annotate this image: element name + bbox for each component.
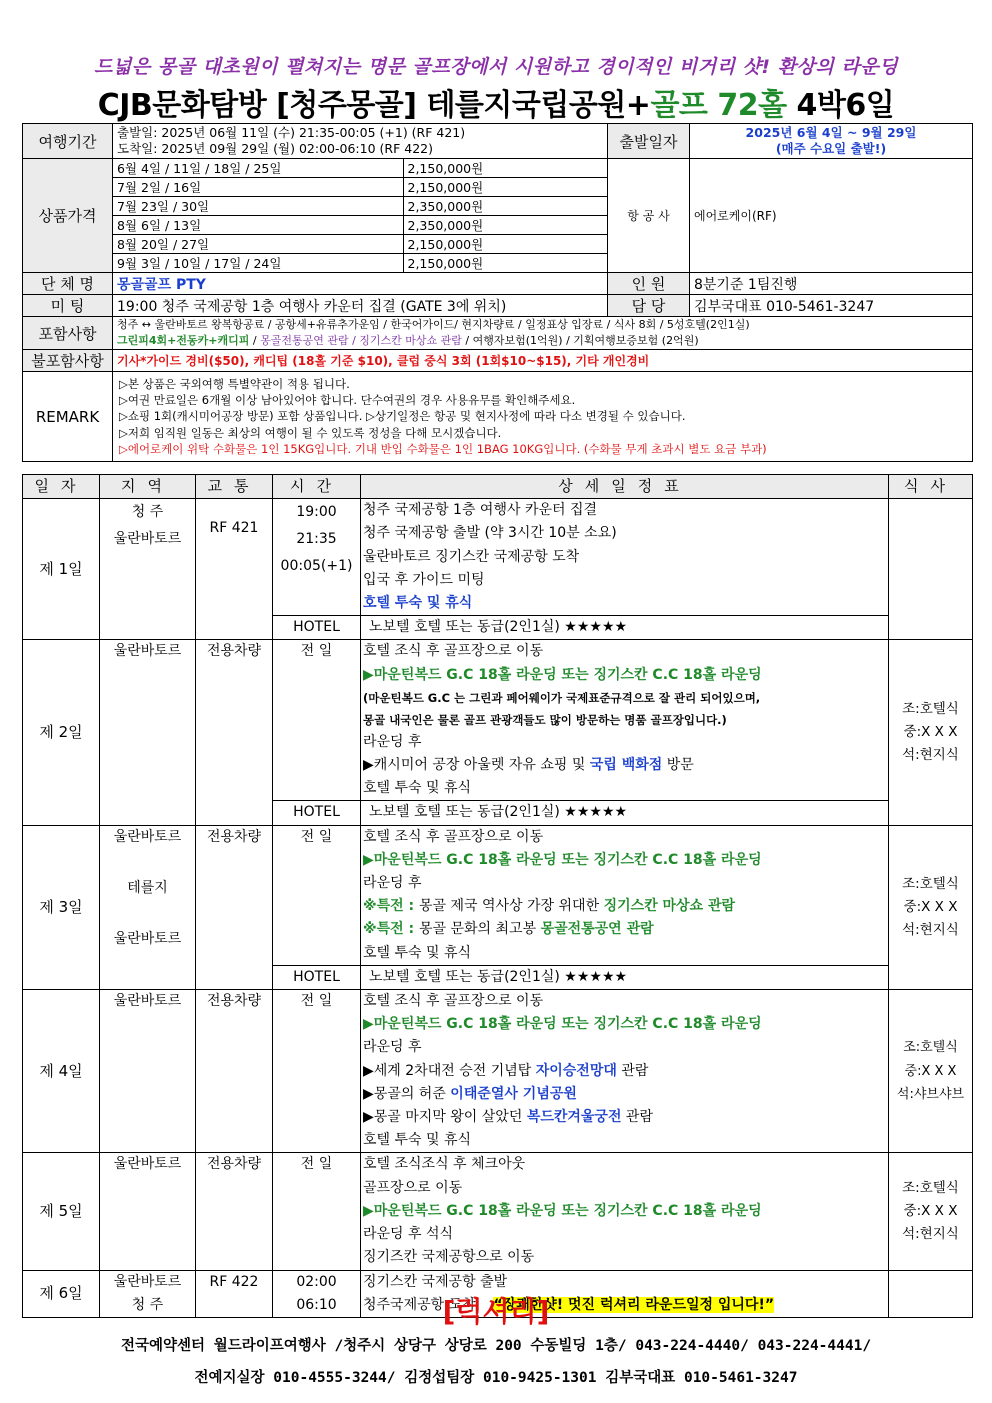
day1-meal	[889, 499, 973, 640]
price-dates: 6월 4일 / 11일 / 18일 / 25일	[113, 159, 403, 178]
incl-sep: /	[249, 334, 261, 347]
day4-detail	[361, 990, 889, 1153]
day5-label: 제 5일	[23, 1153, 100, 1270]
dep-weekday: (매주 수요일 출발!)	[775, 141, 887, 156]
period-value	[113, 124, 608, 159]
detail-line: 징기즈칸 국제공항으로 이동	[363, 1249, 535, 1266]
note-line: (마운틴복드 G.C 는 그린과 페어웨이가 국제표준규격으로 잘 관리 되어있으며,	[363, 690, 761, 705]
region: 청 주	[131, 504, 164, 521]
meeting-value: 19:00 청주 국제공항 1층 여행사 카운터 집결 (GATE 3에 위치)	[113, 295, 608, 317]
remark-value	[113, 372, 973, 462]
info-table	[22, 123, 973, 462]
day4-row	[23, 990, 973, 1153]
remark-line: ▷쇼핑 1회(캐시미어공장 방문) 포함 상품입니다. ▷상기일정은 항공 및 현지사정에 따라 다소 변경될 수 있습니다.	[119, 409, 686, 424]
title-main: CJB문화탐방 [청주몽골] 테를지국립공원+	[97, 88, 651, 123]
sight-end: 관람	[621, 1109, 653, 1126]
day5-row	[23, 1153, 973, 1270]
page-title	[0, 80, 992, 124]
time: 06:10	[296, 1296, 337, 1313]
region: 청 주	[131, 1296, 164, 1313]
golf-line: ▶마운틴복드 G.C 18홀 라운딩 또는 징기스칸 C.C 18홀 라운딩	[363, 1016, 762, 1033]
day4-region: 울란바토르	[100, 990, 196, 1153]
airline-label: 항 공 사	[608, 159, 690, 273]
day1-transport: RF 421	[196, 499, 273, 640]
region: 울란바토르	[113, 828, 182, 845]
manager-label: 담 당	[608, 295, 690, 317]
incl-shows: 몽골전통공연 관람 / 징기스칸 마상쇼 관람	[260, 334, 462, 347]
time: 02:00	[296, 1273, 337, 1290]
dep-range: 2025년 6월 4일 ~ 9월 29일	[745, 125, 917, 140]
meal-breakfast: 조:호텔식	[902, 875, 959, 892]
note-line: 몽골 내국인은 물론 골프 관광객들도 많이 방문하는 명품 골프장입니다.)	[363, 712, 727, 727]
detail-line: 호텔 조식 후 골프장으로 이동	[363, 643, 544, 660]
day3-meal	[889, 825, 973, 989]
time: 21:35	[296, 531, 337, 548]
col-meal: 식사	[889, 475, 973, 499]
region: 테를지	[127, 879, 168, 896]
day2-label: 제 2일	[23, 640, 100, 825]
hotel-label: HOTEL	[273, 801, 361, 825]
day1-time	[273, 499, 361, 616]
remark-baggage: ▷에어로케이 위탁 수화물은 1인 15KG입니다. 기내 반입 수화물은 1인 1BAG 10KG입니다. (수화물 무게 초과시 별도 요금 부과)	[119, 441, 767, 456]
hotel-label: HOTEL	[273, 616, 361, 640]
price-dates: 7월 23일 / 30일	[113, 197, 403, 216]
shop-end: 방문	[662, 757, 694, 774]
sight-highlight: 이태준열사 기념공원	[450, 1085, 577, 1102]
day5-time: 전 일	[273, 1153, 361, 1270]
special-highlight: 징기스칸 마상쇼 관람	[603, 898, 736, 915]
dep-label: 출발일자	[608, 124, 690, 159]
meal-dinner: 석:현지식	[902, 921, 959, 938]
people-value: 8분기준 1팀진행	[690, 273, 973, 295]
price-row	[113, 216, 608, 235]
day1-region	[100, 499, 196, 640]
arrival-text: 청주국제공항 도착	[363, 1296, 476, 1313]
day2-transport: 전용차량	[196, 640, 273, 825]
price-amount: 2,350,000원	[403, 197, 608, 216]
price-dates: 8월 6일 / 13일	[113, 216, 403, 235]
special-text: 몽골 문화의 최고봉	[419, 921, 541, 938]
day2-time: 전 일	[273, 640, 361, 801]
col-day: 일자	[23, 475, 100, 499]
period-label: 여행기간	[23, 124, 113, 159]
day2-meal	[889, 640, 973, 825]
remark-line: ▷저희 임직원 일동은 최상의 여행이 될 수 있도록 정성을 다해 모시겠습니다.	[119, 425, 502, 440]
day2-region: 울란바토르	[100, 640, 196, 825]
detail-line: 청주 국제공항 1층 여행사 카운터 집결	[363, 502, 598, 519]
day1-label: 제 1일	[23, 499, 100, 640]
detail-line: 청주 국제공항 출발 (약 3시간 10분 소요)	[363, 525, 617, 542]
special-line	[363, 918, 886, 941]
price-row	[113, 197, 608, 216]
remark-line: ▷여권 만료일은 6개월 이상 남아있어야 합니다. 단수여권의 경우 사용유무를 확인해주세요.	[119, 393, 576, 408]
hotel-label: HOTEL	[273, 965, 361, 989]
day3-detail	[361, 825, 889, 965]
sight-text: ▶몽골 마지막 왕이 살았던	[363, 1109, 527, 1126]
meal-dinner: 석:현지식	[902, 747, 959, 764]
sight-line	[363, 1083, 886, 1106]
col-detail: 상세일정표	[361, 475, 889, 499]
excl-value: 기사*가이드 경비($50), 캐디팁 (18홀 기준 $10), 클럽 중식 3회 (1회$10~$15), 기타 개인경비	[113, 350, 973, 372]
incl-line2	[117, 333, 968, 349]
col-time: 시간	[273, 475, 361, 499]
region: 울란바토르	[113, 1273, 182, 1290]
detail-line: 호텔 투숙 및 휴식	[363, 944, 472, 961]
day5-meal	[889, 1153, 973, 1270]
detail-line: 골프장으로 이동	[363, 1179, 463, 1196]
special-highlight: 몽골전통공연 관람	[540, 921, 654, 938]
price-row	[113, 159, 608, 178]
day3-time: 전 일	[273, 825, 361, 965]
time: 19:00	[296, 504, 337, 521]
excl-label: 불포함사항	[23, 350, 113, 372]
col-transport: 교통	[196, 475, 273, 499]
region: 울란바토르	[113, 930, 182, 947]
departure-flight: 출발일: 2025년 06월 11일 (수) 21:35-00:05 (+1) (RF 421)	[117, 125, 466, 140]
meal-breakfast: 조:호텔식	[902, 1179, 959, 1196]
meal-lunch: 중:X X X	[903, 1202, 958, 1219]
special-text: 몽골 제국 역사상 가장 위대한	[419, 898, 604, 915]
arrival-flight: 도착일: 2025년 09월 29일 (월) 02:00-06:10 (RF 422)	[117, 141, 433, 156]
day5-transport: 전용차량	[196, 1153, 273, 1270]
price-row	[113, 178, 608, 197]
detail-line: 울란바토르 징기스칸 국제공항 도착	[363, 548, 580, 565]
price-table	[113, 159, 608, 272]
manager-value: 김부국대표 010-5461-3247	[690, 295, 973, 317]
day2-detail	[361, 640, 889, 801]
day1-detail	[361, 499, 889, 616]
highlight-banner: “장쾌한샷! 멋진 럭셔리 라운드일정 입니다!”	[493, 1296, 775, 1313]
day3-transport: 전용차량	[196, 825, 273, 989]
footer-contact: 전국예약센터 월드라이프여행사 /청주시 상당구 상당로 200 수동빌딩 1층/ 043-224-4440/ 043-224-4441/	[120, 1338, 872, 1354]
price-amount: 2,150,000원	[403, 254, 608, 273]
day1-row	[23, 499, 973, 616]
region: 울란바토르	[113, 531, 182, 548]
price-amount: 2,150,000원	[403, 235, 608, 254]
group-value: 몽골골프 PTY	[113, 273, 608, 295]
meal-lunch: 중:X X X	[903, 723, 958, 740]
sight-line	[363, 1060, 886, 1083]
detail-line: 호텔 투숙 및 휴식	[363, 780, 472, 797]
luxury-label: [럭셔리]	[442, 1295, 550, 1328]
price-row	[113, 254, 608, 273]
price-dates: 8월 20일 / 27일	[113, 235, 403, 254]
day6-label: 제 6일	[23, 1270, 100, 1317]
meal-dinner: 석:샤브샤브	[896, 1086, 965, 1102]
sight-end: 관람	[616, 1062, 649, 1079]
price-dates: 7월 2일 / 16일	[113, 178, 403, 197]
incl-label: 포함사항	[23, 317, 113, 350]
detail-line: 라운딩 후	[363, 733, 422, 750]
detail-line: 호텔 조식 후 골프장으로 이동	[363, 993, 544, 1010]
people-label: 인 원	[608, 273, 690, 295]
sight-highlight: 복드칸겨울궁전	[526, 1109, 622, 1126]
special-label: ※특전 :	[363, 898, 420, 915]
title-golf: 골프 72홀	[650, 88, 787, 123]
detail-line: 호텔 투숙 및 휴식	[363, 1132, 472, 1149]
day3-label: 제 3일	[23, 825, 100, 989]
day5-region: 울란바토르	[100, 1153, 196, 1270]
meal-breakfast: 조:호텔식	[902, 700, 959, 717]
detail-line: 호텔 투숙 및 휴식	[363, 595, 473, 612]
special-line	[363, 895, 886, 918]
meal-dinner: 석:현지식	[902, 1226, 959, 1243]
col-region: 지역	[100, 475, 196, 499]
golf-line: ▶마운틴복드 G.C 18홀 라운딩 또는 징기스칸 C.C 18홀 라운딩	[363, 1202, 762, 1219]
footer-staff: 전예지실장 010-4555-3244/ 김정섭팀장 010-9425-1301 김부국대표 010-5461-3247	[194, 1370, 798, 1386]
schedule-table	[22, 474, 973, 1318]
detail-line: 입국 후 가이드 미팅	[363, 571, 485, 588]
price-label: 상품가격	[23, 159, 113, 273]
shop-text: ▶캐시미어 공장 아울렛 자유 쇼핑 및	[363, 757, 590, 774]
day4-time: 전 일	[273, 990, 361, 1153]
day3-hotel: 노보텔 호텔 또는 동급(2인1실) ★★★★★	[361, 965, 889, 989]
incl-value	[113, 317, 973, 350]
day3-row	[23, 825, 973, 965]
golf-line: ▶마운틴복드 G.C 18홀 라운딩 또는 징기스칸 C.C 18홀 라운딩	[363, 851, 762, 868]
sight-line	[363, 1106, 886, 1129]
price-amount: 2,150,000원	[403, 178, 608, 197]
price-list	[113, 159, 608, 273]
meeting-label: 미 팅	[23, 295, 113, 317]
remark-label: REMARK	[23, 372, 113, 462]
detail-line: 라운딩 후	[363, 1039, 422, 1056]
day2-hotel: 노보텔 호텔 또는 동급(2인1실) ★★★★★	[361, 801, 889, 825]
tagline: 드넓은 몽골 대초원이 펼쳐지는 명문 골프장에서 시원하고 경이적인 비거리 샷! 환상의 라운딩	[94, 56, 898, 78]
meal-breakfast: 조:호텔식	[903, 1040, 958, 1056]
day5-detail	[361, 1153, 889, 1270]
schedule-header	[23, 475, 973, 499]
detail-line: 징기스칸 국제공항 출발	[363, 1273, 508, 1290]
detail-line: 호텔 조식 후 골프장으로 이동	[363, 828, 544, 845]
day4-label: 제 4일	[23, 990, 100, 1153]
sight-text: ▶세계 2차대전 승전 기념탑	[363, 1062, 536, 1079]
day1-hotel: 노보텔 호텔 또는 동급(2인1실) ★★★★★	[361, 616, 889, 640]
shop-highlight: 국립 백화점	[589, 757, 663, 774]
special-label: ※특전 :	[363, 921, 420, 938]
group-label: 단 체 명	[23, 273, 113, 295]
incl-line1: 청주 ↔ 울란바토르 왕복항공료 / 공항세+유류추가운임 / 한국어가이드/ 현지차량료 / 일정표상 입장료 / 식사 8회 / 5성호텔(2인1실)	[117, 318, 750, 331]
price-row	[113, 235, 608, 254]
airline-value: 에어로케이(RF)	[690, 159, 973, 273]
day4-meal	[889, 990, 973, 1153]
sight-highlight: 자이승전망대	[535, 1062, 617, 1079]
price-amount: 2,150,000원	[403, 159, 608, 178]
time: 00:05(+1)	[280, 558, 353, 575]
day4-transport: 전용차량	[196, 990, 273, 1153]
title-duration: 4박6일	[786, 88, 895, 123]
price-amount: 2,350,000원	[403, 216, 608, 235]
shopping-line	[363, 754, 886, 777]
day2-row	[23, 640, 973, 801]
incl-insurance: / 여행자보험(1억원) / 기획여행보증보험 (2억원)	[461, 334, 699, 347]
golf-line: ▶마운틴복드 G.C 18홀 라운딩 또는 징기스칸 C.C 18홀 라운딩	[363, 666, 762, 683]
day6-transport: RF 422	[196, 1270, 273, 1317]
day3-region	[100, 825, 196, 989]
dep-value	[690, 124, 973, 159]
meal-lunch: 중:X X X	[904, 1063, 957, 1079]
remark-line: ▷본 상품은 국외여행 특별약관이 적용 됩니다.	[119, 377, 350, 391]
detail-line: 라운딩 후 석식	[363, 1226, 454, 1243]
detail-line: 라운딩 후	[363, 875, 422, 892]
sight-text: ▶몽골의 허준	[363, 1085, 451, 1102]
incl-golf: 그린피4회+전동카+캐디피	[117, 334, 250, 347]
price-dates: 9월 3일 / 10일 / 17일 / 24일	[117, 256, 282, 271]
meal-lunch: 중:X X X	[903, 898, 958, 915]
detail-line: 호텔 조식조식 후 체크아웃	[363, 1156, 526, 1173]
